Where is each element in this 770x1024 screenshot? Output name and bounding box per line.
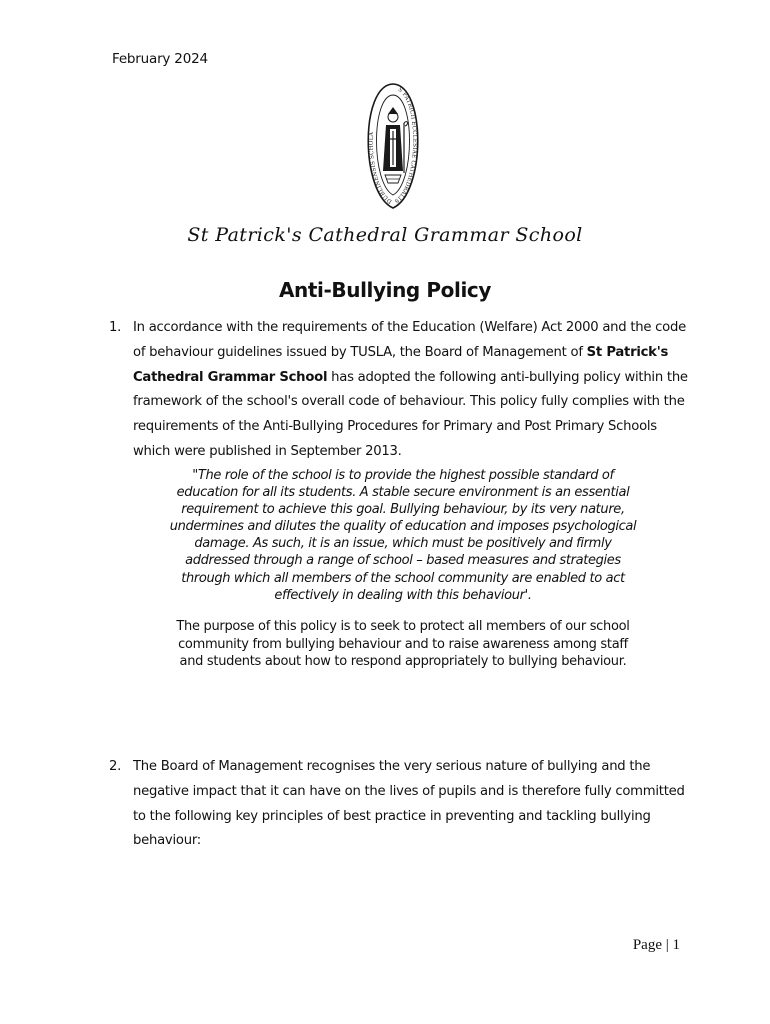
school-name-bold: St Patrick's Cathedral Grammar School [133, 344, 669, 385]
policy-quote: "The role of the school is to provide the highest possible standard of education for all its students. A stable secure environment is an essential requirement to achieve this goal. Bullying behaviour, by its very nature, undermines and dilutes the quality of education and imposes psychological damage. As such, it is an issue, which must be positively and firmly addressed through a range of school – based measures and strategies through which all members of the school community are enabled to act effectively in dealing with this behaviour'. [169, 468, 637, 603]
school-seal-logo [360, 83, 426, 209]
policy-section-1 [109, 316, 688, 465]
school-name-heading: St Patrick's Cathedral Grammar School [187, 224, 583, 246]
section-text-part-a: In accordance with the requirements of the Education (Welfare) Act 2000 and the code of behaviour guidelines issued by TUSLA, the Board of Management of [133, 320, 686, 360]
section-number: 1. [109, 320, 122, 335]
seal-inscription: S PATRICII ECCLESIAE CATHEDRALIS DUBLINENSIS SCHOLA [368, 86, 418, 205]
document-title: Anti-Bullying Policy [278, 278, 492, 302]
policy-section-2 [109, 755, 688, 854]
section-text: The Board of Management recognises the very serious nature of bullying and the negative impact that it can have on the lives of pupils and is therefore fully committed to the following key principles of best practice in preventing and tackling bullying behaviour: [133, 759, 685, 849]
section-text-part-b: has adopted the following anti-bullying policy within the framework of the school's overall code of behaviour. This policy fully complies with the requirements of the Anti-Bullying Procedures for Primary and Post Primary Schools which were published in September 2013. [133, 369, 688, 459]
page-number: Page | 1 [632, 937, 680, 953]
policy-purpose: The purpose of this policy is to seek to protect all members of our school community from bullying behaviour and to raise awareness among staff and students about how to respond appropriately to bullying behaviour. [176, 619, 630, 670]
document-date: February 2024 [112, 51, 208, 67]
section-number: 2. [109, 759, 122, 774]
